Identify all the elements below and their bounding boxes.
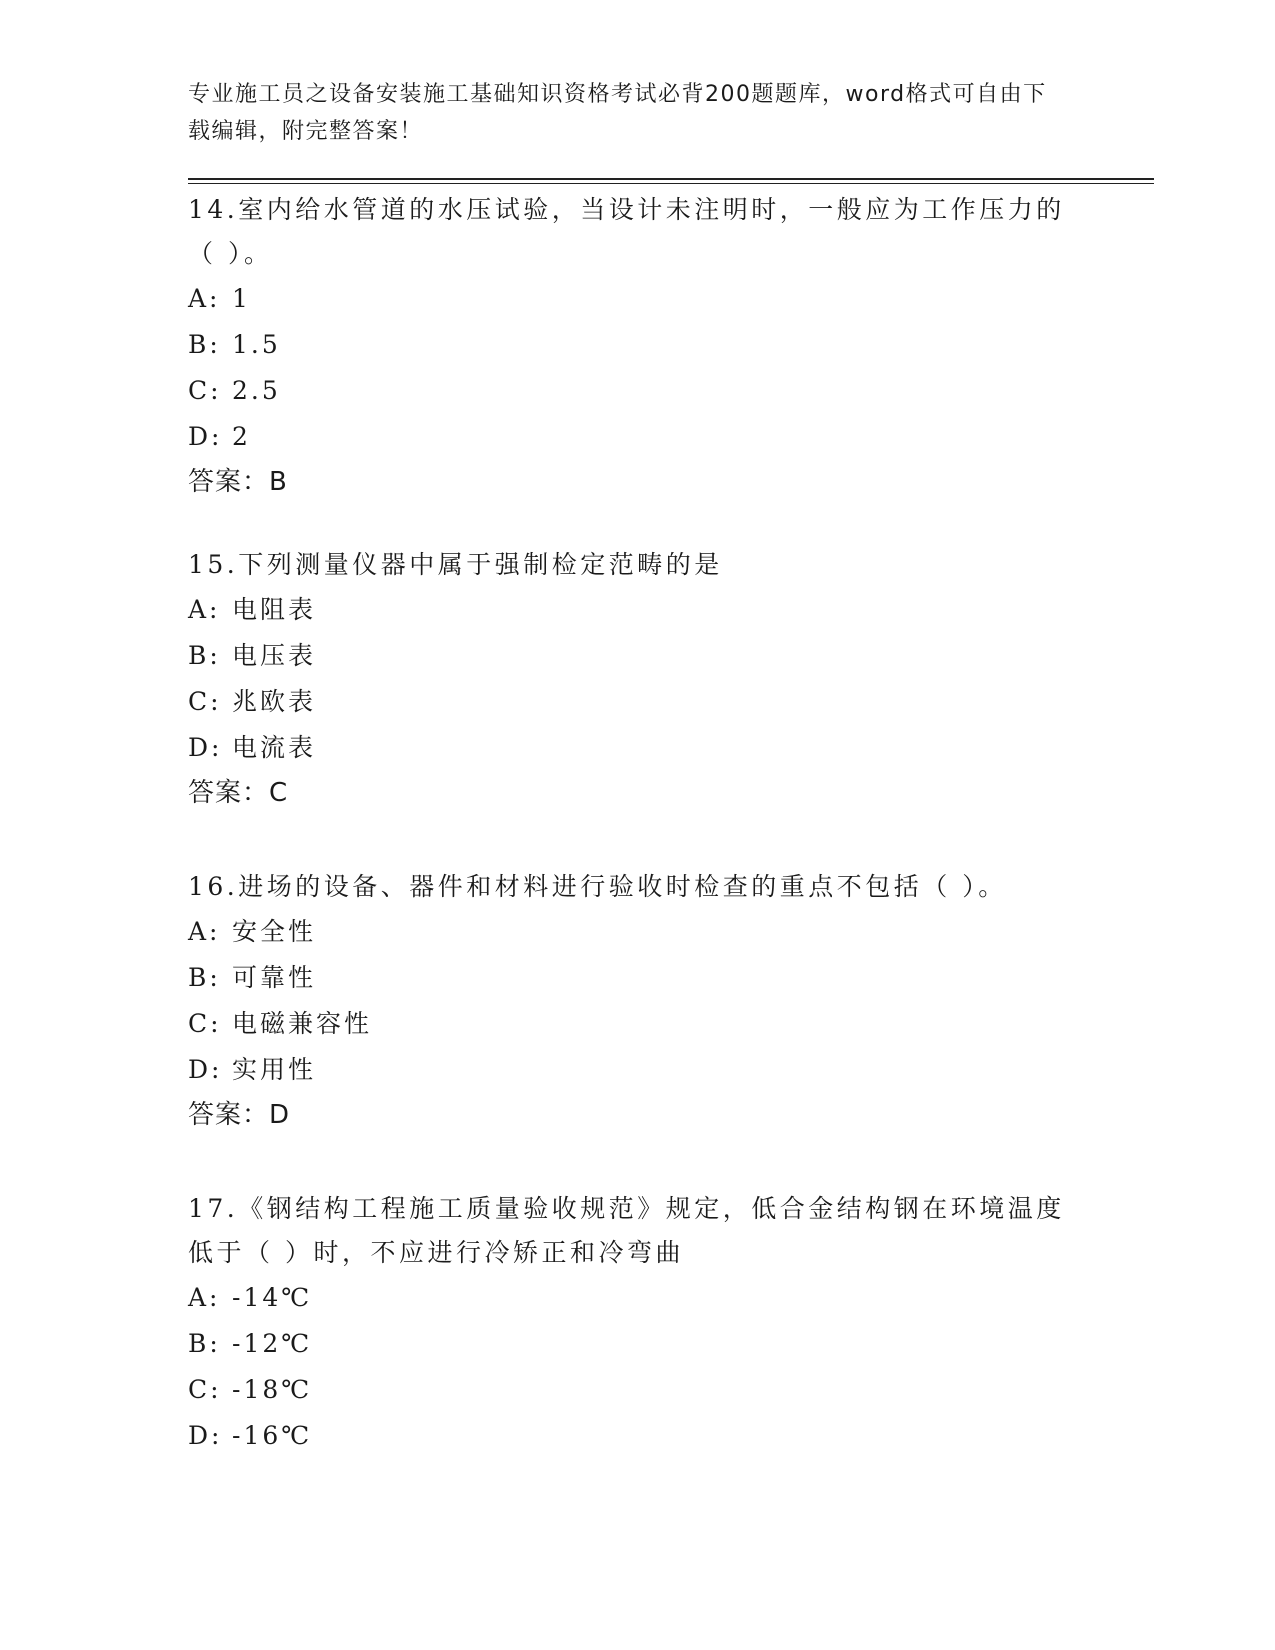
- option-value: 电流表: [232, 733, 317, 762]
- option-d: [188, 1047, 1088, 1093]
- option-b: [188, 322, 1088, 368]
- option-key: B:: [188, 963, 221, 992]
- option-key: D:: [188, 1421, 223, 1450]
- answer: 答案：D: [188, 1100, 291, 1130]
- option-c: [188, 1001, 1088, 1047]
- option-value: -18℃: [232, 1375, 313, 1404]
- option-value: 1.5: [232, 330, 281, 359]
- option-key: C:: [188, 376, 222, 405]
- header-divider-thick: [188, 178, 1154, 180]
- option-d: [188, 414, 1088, 460]
- option-key: A:: [188, 917, 221, 946]
- question-14: [188, 188, 1088, 504]
- option-value: -14℃: [232, 1283, 313, 1312]
- question-text: 14.室内给水管道的水压试验，当设计未注明时，一般应为工作压力的（ ）。: [188, 195, 1065, 268]
- question-text: 16.进场的设备、器件和材料进行验收时检查的重点不包括（ ）。: [188, 872, 1007, 901]
- option-key: C:: [188, 1375, 222, 1404]
- option-key: D:: [188, 422, 223, 451]
- option-value: 电阻表: [232, 595, 317, 624]
- option-value: 电压表: [232, 641, 317, 670]
- option-a: [188, 276, 1088, 322]
- answer: 答案：B: [188, 467, 288, 497]
- option-value: 实用性: [232, 1055, 317, 1084]
- option-value: -12℃: [232, 1329, 313, 1358]
- option-a: [188, 1275, 1088, 1321]
- option-value: 兆欧表: [232, 687, 317, 716]
- option-key: B:: [188, 330, 221, 359]
- option-key: A:: [188, 1283, 221, 1312]
- option-d: [188, 725, 1088, 771]
- document-header: 专业施工员之设备安装施工基础知识资格考试必背200题题库，word格式可自由下载编辑，附完整答案！: [188, 82, 1047, 144]
- option-key: C:: [188, 687, 222, 716]
- option-key: A:: [188, 595, 221, 624]
- option-key: D:: [188, 1055, 223, 1084]
- question-16: [188, 865, 1088, 1137]
- answer: 答案：C: [188, 778, 289, 808]
- option-value: 安全性: [232, 917, 317, 946]
- option-key: C:: [188, 1009, 222, 1038]
- option-value: 2: [232, 422, 251, 451]
- option-value: 电磁兼容性: [232, 1009, 373, 1038]
- question-17: [188, 1187, 1088, 1459]
- question-15: [188, 543, 1088, 815]
- option-value: 1: [232, 284, 251, 313]
- option-value: 2.5: [232, 376, 281, 405]
- option-b: [188, 955, 1088, 1001]
- header-divider-thin: [188, 183, 1154, 184]
- option-value: -16℃: [232, 1421, 313, 1450]
- option-a: [188, 587, 1088, 633]
- option-c: [188, 368, 1088, 414]
- option-a: [188, 909, 1088, 955]
- option-b: [188, 1321, 1088, 1367]
- question-text: 15.下列测量仪器中属于强制检定范畴的是: [188, 550, 723, 579]
- option-c: [188, 679, 1088, 725]
- option-key: B:: [188, 641, 221, 670]
- option-key: A:: [188, 284, 221, 313]
- option-value: 可靠性: [232, 963, 317, 992]
- option-key: D:: [188, 733, 223, 762]
- option-d: [188, 1413, 1088, 1459]
- option-key: B:: [188, 1329, 221, 1358]
- option-c: [188, 1367, 1088, 1413]
- option-b: [188, 633, 1088, 679]
- question-text: 17.《钢结构工程施工质量验收规范》规定，低合金结构钢在环境温度低于（ ）时，不应进行冷矫正和冷弯曲: [188, 1194, 1065, 1267]
